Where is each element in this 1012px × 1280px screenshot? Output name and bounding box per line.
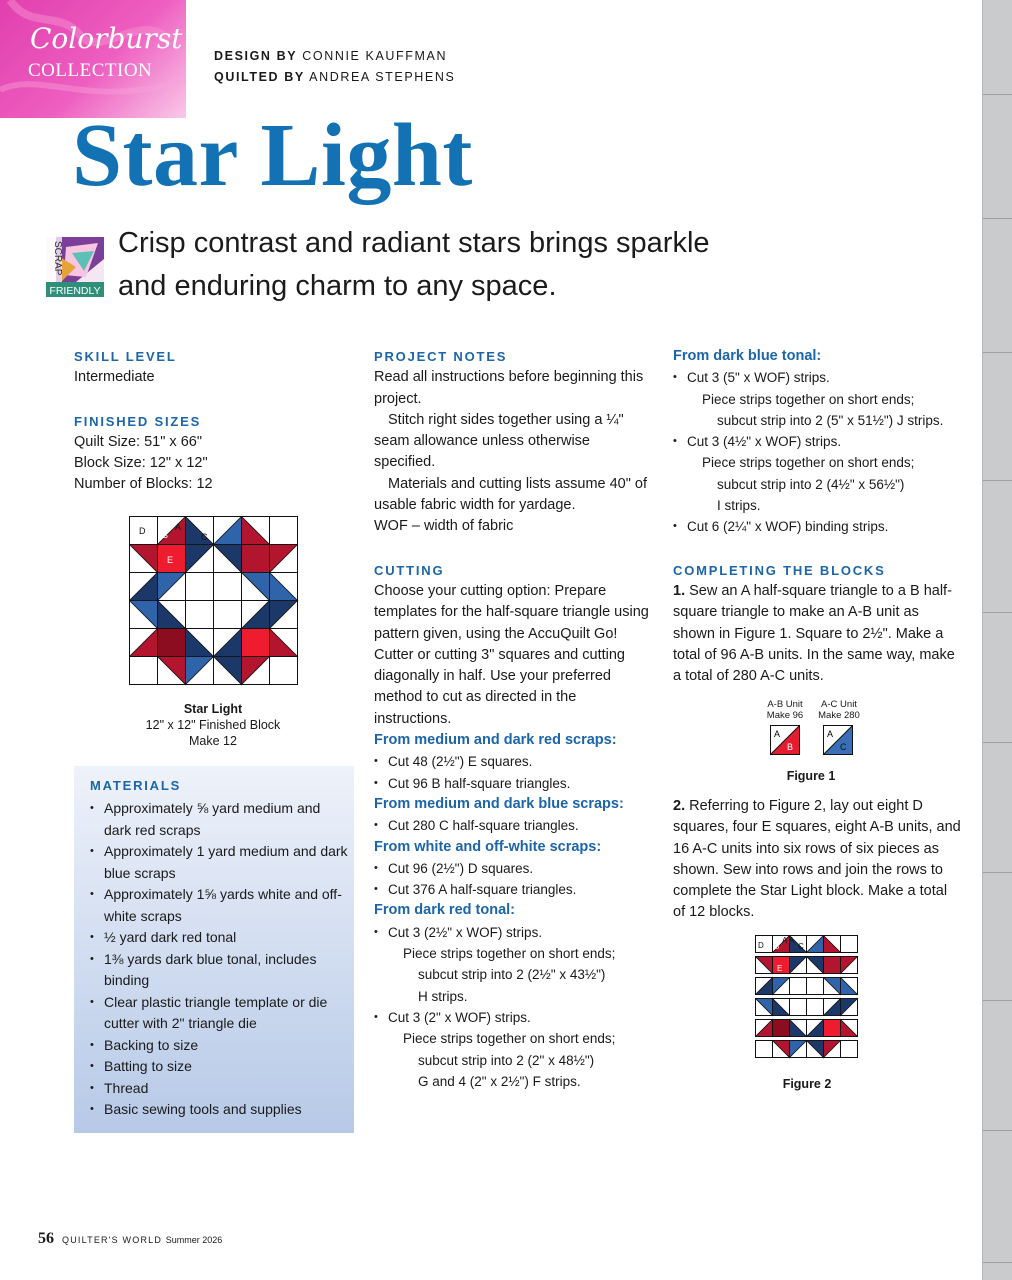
- fig2-patch: [790, 978, 807, 995]
- project-notes-heading: PROJECT NOTES: [374, 349, 508, 364]
- cutting-heading: CUTTING: [374, 562, 445, 578]
- block-patch: [186, 601, 214, 629]
- notes-paragraph-2: Stitch right sides together using a ¼" seam allowance unless otherwise specified.: [374, 411, 624, 471]
- blue-tonal-title: From dark blue tonal:: [673, 348, 822, 364]
- cut-item-detail: I strips.: [717, 498, 761, 514]
- pattern-title: Star Light: [72, 106, 473, 205]
- block-solid-patch: [242, 629, 270, 657]
- cut-item-text: • Cut 3 (2½" x WOF) strips.: [388, 924, 543, 940]
- fig2-solid-patch: [824, 957, 841, 974]
- step-2-text: Referring to Figure 2, lay out eight D squares, four E squares, eight A-B units, and 16 A-C units into six rows of six pieces as shown. Sew into rows and join the rows to complete the Star Light block. Make a total of 12 blocks.: [673, 798, 961, 921]
- cut-item-detail: subcut strip into 2 (4½" x 56½"): [717, 476, 905, 492]
- wood-wall-edge: [982, 0, 1012, 1280]
- flourish-decoration: [0, 0, 186, 118]
- block-label-c: C: [201, 532, 208, 542]
- materials-heading: MATERIALS: [90, 778, 182, 793]
- block-label-d: D: [139, 526, 146, 536]
- figure-2-caption: Figure 2: [782, 1077, 832, 1091]
- block-patch: [130, 657, 158, 685]
- material-item: • Basic sewing tools and supplies: [90, 1099, 348, 1121]
- ab-unit-diagram: [770, 725, 800, 755]
- block-patch: [214, 573, 242, 601]
- material-item: • Approximately 1 yard medium and dark blue scraps: [90, 841, 348, 884]
- magazine-name: QUILTER'S WORLD: [62, 1235, 163, 1245]
- block-caption-make: Make 12: [189, 734, 237, 748]
- figure-1-ac-label: [812, 699, 866, 721]
- ac-unit-make: Make 280: [818, 710, 860, 721]
- cut-item-detail: Piece strips together on short ends;: [403, 946, 616, 962]
- quilter-name: ANDREA STEPHENS: [309, 70, 456, 84]
- column-middle: [374, 346, 652, 1092]
- material-item: • Approximately 1⅝ yards white and off-white scraps: [90, 884, 348, 927]
- block-patch: [186, 573, 214, 601]
- ac-unit-c-label: C: [840, 742, 847, 752]
- block-patch: [270, 517, 298, 545]
- fig2-label-a1: A: [782, 936, 788, 945]
- material-item: • Clear plastic triangle template or die cutter with 2" triangle die: [90, 992, 348, 1035]
- fig2-patch: [807, 999, 824, 1016]
- fig2-solid-patch: [824, 1020, 841, 1037]
- tagline-line-1: Crisp contrast and radiant stars brings sparkle: [118, 227, 710, 259]
- completing-heading: COMPLETING THE BLOCKS: [673, 562, 886, 578]
- colorburst-collection-badge: [0, 0, 186, 118]
- block-count: Number of Blocks: 12: [74, 476, 213, 493]
- block-solid-patch: [158, 629, 186, 657]
- block-label-a: A: [175, 522, 182, 532]
- cut-item-detail: G and 4 (2" x 2½") F strips.: [418, 1073, 581, 1089]
- ab-unit-make: Make 96: [766, 710, 804, 721]
- tag-friendly-text: FRIENDLY: [49, 285, 101, 297]
- cut-item-text: • Cut 3 (5" x WOF) strips.: [687, 370, 830, 386]
- fig2-patch: [807, 978, 824, 995]
- red-scraps-title: From medium and dark red scraps:: [374, 732, 617, 749]
- block-patch: [270, 657, 298, 685]
- material-item: • Backing to size: [90, 1035, 348, 1057]
- block-label-e: E: [167, 555, 174, 565]
- quilt-size: Quilt Size: 51" x 66": [74, 433, 202, 450]
- credits: [214, 46, 455, 88]
- block-caption: [110, 701, 316, 749]
- fig2-patch: [841, 1041, 858, 1058]
- fig2-patch: [841, 936, 858, 953]
- cut-item: • Cut 96 (2½") D squares.: [374, 858, 652, 879]
- fig2-patch: [790, 999, 807, 1016]
- scrap-friendly-tag: [46, 237, 104, 297]
- materials-box: [74, 766, 354, 1133]
- page-number: 56: [38, 1230, 54, 1247]
- cut-item-detail: Piece strips together on short ends;: [702, 391, 915, 407]
- cut-item: [673, 431, 963, 516]
- fig2-label-e: E: [777, 964, 783, 973]
- cut-item-detail: subcut strip into 2 (2" x 48½"): [418, 1052, 595, 1068]
- blue-scraps-title: From medium and dark blue scraps:: [374, 795, 624, 812]
- badge-collection-text: COLLECTION: [28, 60, 153, 81]
- step-2-number: 2.: [673, 798, 686, 814]
- designer-name: CONNIE KAUFFMAN: [302, 49, 448, 63]
- step-1-text: Sew an A half-square triangle to a B half-square triangle to make an A-B unit as shown in Figure 1. Square to 2½". Make a total of 96 A-B units. In the same way, make a total of 280 A-C units.: [673, 582, 955, 685]
- block-label-b: B: [162, 530, 169, 540]
- tagline-line-2: and enduring charm to any space.: [118, 270, 557, 302]
- material-item: • Approximately ⅝ yard medium and dark red scraps: [90, 798, 348, 841]
- ac-unit-title: A-C Unit: [821, 699, 857, 710]
- step-1: [673, 581, 963, 687]
- figure-1-ab-label: [760, 699, 810, 721]
- block-caption-size: 12" x 12" Finished Block: [145, 718, 281, 732]
- cut-item: • Cut 376 A half-square triangles.: [374, 879, 652, 900]
- skill-level-heading: SKILL LEVEL: [74, 349, 177, 364]
- quilted-by-label: QUILTED BY: [214, 70, 305, 84]
- ac-unit-diagram: [823, 725, 853, 755]
- cut-item-text: • Cut 3 (2" x WOF) strips.: [388, 1009, 531, 1025]
- cut-item: • Cut 280 C half-square triangles.: [374, 815, 652, 836]
- material-item: • Batting to size: [90, 1056, 348, 1078]
- ac-unit-a-label: A: [827, 729, 834, 739]
- step-2: [673, 796, 963, 924]
- design-by-label: DESIGN BY: [214, 49, 298, 63]
- tag-scrap-text: SCRAP: [52, 241, 63, 276]
- material-item: • Thread: [90, 1078, 348, 1100]
- page-footer: [38, 1230, 222, 1248]
- cut-item-text: • Cut 3 (4½" x WOF) strips.: [687, 434, 842, 450]
- fig2-label-d: D: [758, 941, 764, 950]
- step-1-number: 1.: [673, 582, 686, 599]
- cut-item: • Cut 48 (2½") E squares.: [374, 751, 652, 772]
- star-light-block-diagram: [129, 516, 299, 686]
- cut-item-detail: H strips.: [418, 988, 468, 1004]
- cut-item-detail: Piece strips together on short ends;: [702, 455, 915, 471]
- cut-item: • Cut 6 (2¼" x WOF) binding strips.: [673, 516, 963, 537]
- ab-unit-a-label: A: [774, 729, 781, 739]
- fig2-label-b: B: [774, 942, 780, 951]
- fig2-label-c: C: [798, 942, 804, 951]
- cutting-intro: Choose your cutting option: Prepare templates for the half-square triangle using pattern given, using the AccuQuilt Go! Cutter or cutting 3" squares and cutting diagonally in half. Use your preferred method to cut as directed in the instructions.: [374, 582, 649, 727]
- column-right: [673, 346, 963, 687]
- issue-date: Summer 2026: [165, 1235, 223, 1245]
- red-tonal-title: From dark red tonal:: [374, 902, 515, 919]
- cut-item: • Cut 96 B half-square triangles.: [374, 773, 652, 794]
- white-scraps-title: From white and off-white scraps:: [374, 838, 602, 855]
- figure-2-diagram: [755, 935, 859, 1063]
- fig2-patch: [756, 1041, 773, 1058]
- column-left: [74, 346, 354, 496]
- block-patch: [214, 601, 242, 629]
- block-size: Block Size: 12" x 12": [74, 455, 208, 472]
- cut-item-detail: subcut strip into 2 (2½" x 43½"): [418, 967, 606, 983]
- skill-level-value: Intermediate: [74, 369, 155, 386]
- material-item: • ½ yard dark red tonal: [90, 927, 348, 949]
- cut-item-detail: Piece strips together on short ends;: [403, 1031, 616, 1047]
- cut-item-detail: subcut strip into 2 (5" x 51½") J strips.: [717, 412, 944, 428]
- notes-paragraph-4: WOF – width of fabric: [374, 518, 514, 535]
- figure-1-caption: Figure 1: [786, 769, 836, 783]
- finished-sizes-heading: FINISHED SIZES: [74, 413, 202, 429]
- block-caption-title: Star Light: [183, 702, 243, 716]
- material-item: • 1⅜ yards dark blue tonal, includes binding: [90, 949, 348, 992]
- cut-item: [374, 922, 652, 1007]
- fig2-solid-patch: [773, 1020, 790, 1037]
- block-solid-patch: [242, 545, 270, 573]
- notes-paragraph-3: Materials and cutting lists assume 40" of usable fabric width for yardage.: [374, 475, 648, 514]
- ab-unit-b-label: B: [787, 742, 794, 752]
- fig2-label-a2: A: [789, 936, 795, 945]
- tagline: [118, 222, 710, 308]
- badge-script-text: Colorburst: [30, 22, 183, 55]
- cut-item: [673, 367, 963, 431]
- ab-unit-title: A-B Unit: [767, 699, 803, 710]
- notes-paragraph-1: Read all instructions before beginning this project.: [374, 369, 644, 407]
- cut-item: [374, 1007, 652, 1092]
